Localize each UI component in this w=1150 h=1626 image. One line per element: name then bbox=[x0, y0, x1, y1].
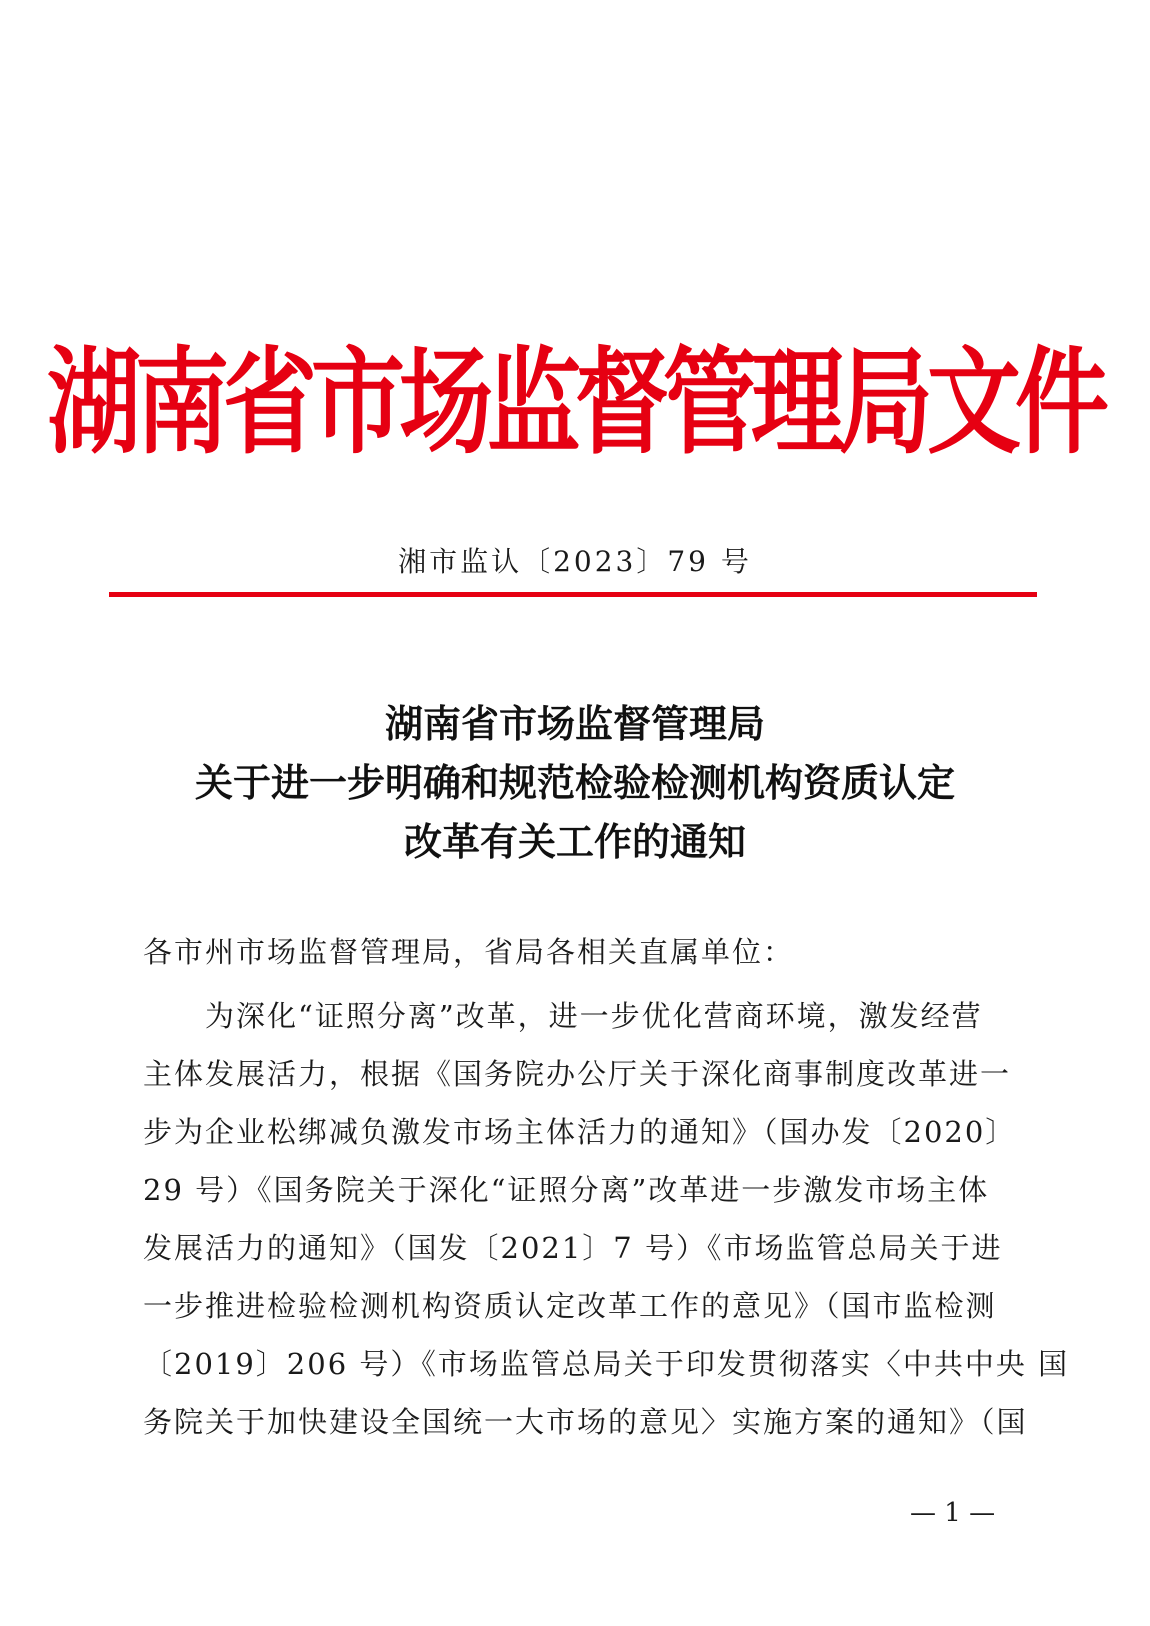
title-line-3: 改革有关工作的通知 bbox=[403, 820, 746, 864]
masthead-title: 湖南省市场监督管理局文件 bbox=[46, 336, 1103, 471]
addressee: 各市州市场监督管理局，省局各相关直属单位： bbox=[143, 935, 795, 969]
title-line-1: 湖南省市场监督管理局 bbox=[384, 702, 765, 746]
document-title bbox=[0, 695, 1150, 872]
title-line-2: 关于进一步明确和规范检验检测机构资质认定 bbox=[194, 761, 955, 805]
document-number: 湘市监认〔2023〕79 号 bbox=[398, 545, 752, 578]
body-line: 务院关于加快建设全国统一大市场的意见〉实施方案的通知》（国 bbox=[143, 1405, 1028, 1439]
body-text bbox=[143, 987, 1070, 1451]
page-number: — 1 — bbox=[910, 1498, 996, 1528]
body-line: 步为企业松绑减负激发市场主体活力的通知》（国办发〔2020〕 bbox=[143, 1115, 1017, 1149]
body-line: 主体发展活力，根据《国务院办公厅关于深化商事制度改革进一 bbox=[143, 1057, 1012, 1091]
body-line: 29 号）《国务院关于深化“证照分离”改革进一步激发市场主体 bbox=[143, 1173, 990, 1207]
red-divider-line bbox=[109, 592, 1037, 597]
body-line: 〔2019〕206 号）《市场监管总局关于印发贯彻落实〈中共中央 国 bbox=[143, 1347, 1070, 1381]
body-line: 为深化“证照分离”改革，进一步优化营商环境，激发经营 bbox=[205, 999, 983, 1033]
body-line: 发展活力的通知》（国发〔2021〕7 号）《市场监管总局关于进 bbox=[143, 1231, 1003, 1265]
body-line: 一步推进检验检测机构资质认定改革工作的意见》（国市监检测 bbox=[143, 1289, 997, 1323]
